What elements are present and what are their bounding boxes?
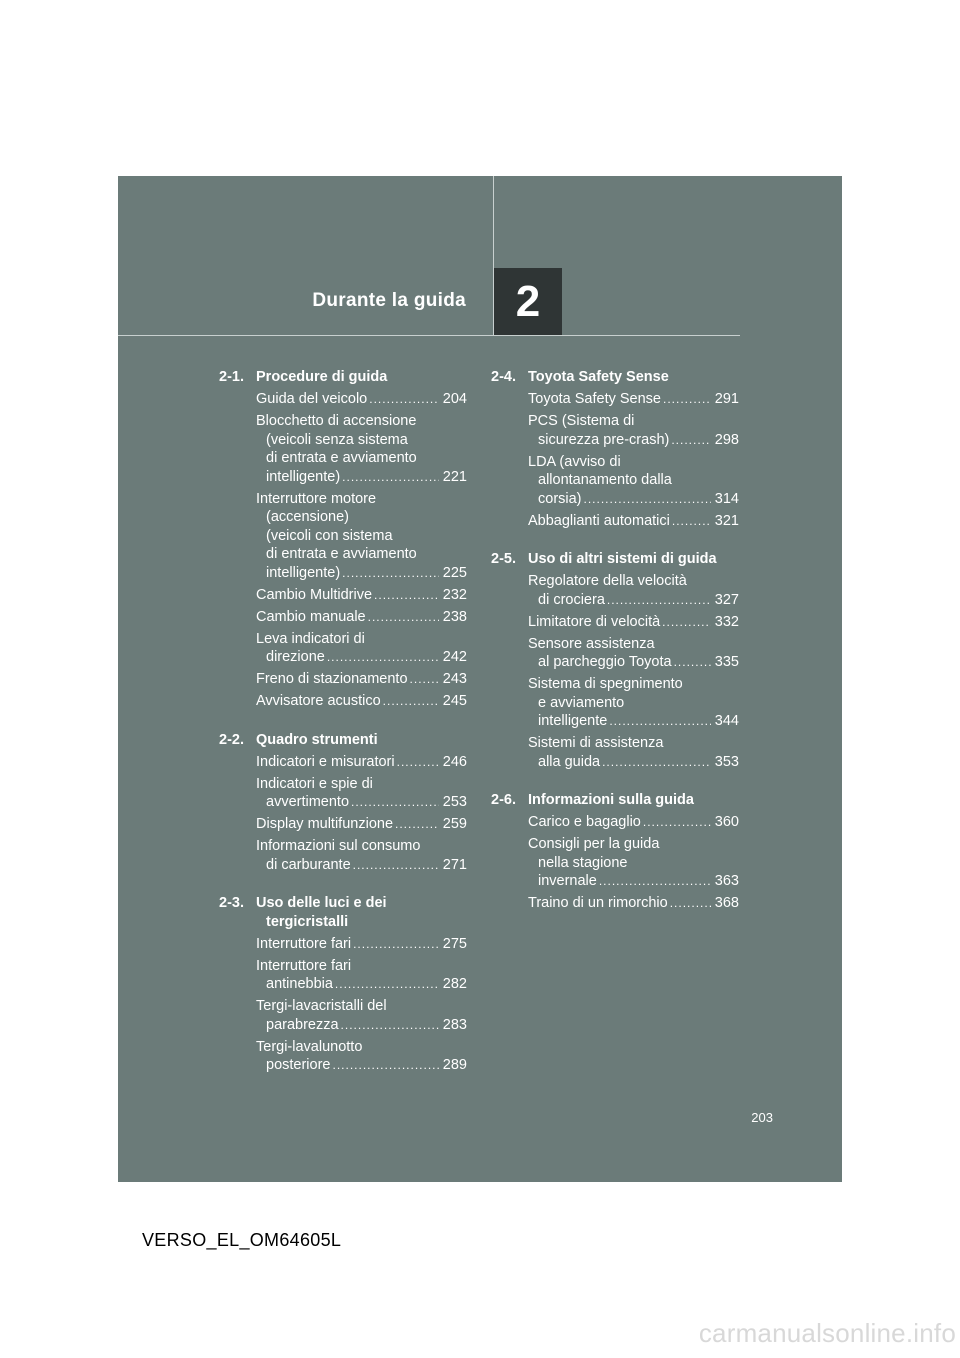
toc-entry-text: Display multifunzione <box>256 816 394 832</box>
chapter-number-badge <box>494 268 562 335</box>
toc-column-right <box>491 368 739 933</box>
toc-entry[interactable] <box>491 734 739 771</box>
section-title-line: Procedure di guida <box>256 369 388 385</box>
toc-entry-page: 360 <box>714 814 739 830</box>
toc-entry[interactable] <box>491 635 739 672</box>
toc-entry-text: direzione <box>266 649 325 665</box>
section-heading <box>491 368 739 387</box>
toc-entry[interactable] <box>219 608 467 627</box>
section-title <box>256 731 467 750</box>
toc-entry-row <box>256 670 467 689</box>
toc-entry-row <box>256 1056 467 1075</box>
toc-entry-text: di entrata e avviamento <box>266 450 417 466</box>
section-number: 2-3. <box>219 895 244 911</box>
toc-section <box>219 368 467 711</box>
section-title-line: Toyota Safety Sense <box>528 369 669 385</box>
toc-entry-text: Leva indicatori di <box>256 630 365 647</box>
dot-leader <box>327 648 439 667</box>
toc-entry-page: 363 <box>714 873 739 889</box>
toc-entry-page: 344 <box>714 713 739 729</box>
toc-entry-row <box>256 648 467 667</box>
dot-leader <box>369 390 439 409</box>
toc-entry-text: Sistema di spegnimento <box>528 676 683 692</box>
toc-entry-row <box>256 390 467 409</box>
toc-entry[interactable] <box>491 453 739 509</box>
toc-entry-text: Cambio Multidrive <box>256 586 373 603</box>
toc-section <box>491 368 739 530</box>
section-title-line: Uso delle luci e dei <box>256 895 387 911</box>
toc-entry[interactable] <box>219 837 467 874</box>
toc-section <box>491 791 739 913</box>
toc-column-left <box>219 368 467 1095</box>
section-number: 2-6. <box>491 792 516 808</box>
toc-entry-text: Consigli per la guida <box>528 836 660 852</box>
toc-entry-row <box>528 613 739 632</box>
dot-leader <box>599 872 711 891</box>
toc-entry-row <box>256 586 467 605</box>
toc-entry-text: Guida del veicolo <box>256 391 368 407</box>
toc-entry[interactable] <box>491 412 739 449</box>
toc-entry-row <box>528 390 739 409</box>
toc-entry[interactable] <box>491 572 739 609</box>
toc-entry-text: Regolatore della velocità <box>528 573 687 589</box>
toc-entry-text: allontanamento dalla <box>538 472 672 488</box>
dot-leader <box>607 591 711 610</box>
toc-entry-text: Toyota Safety Sense <box>528 391 661 407</box>
toc-entry-text: intelligente <box>538 713 608 729</box>
toc-entry-text: (veicoli senza sistema <box>266 431 408 448</box>
toc-entry-text: Informazioni sul consumo <box>256 838 421 854</box>
toc-entry[interactable] <box>491 835 739 891</box>
toc-section <box>491 550 739 771</box>
toc-entry-text: Cambio manuale <box>256 608 366 625</box>
toc-entry-page: 204 <box>442 391 467 407</box>
toc-entry[interactable] <box>219 775 467 812</box>
toc-entry-row <box>528 712 739 731</box>
dot-leader <box>584 490 711 509</box>
toc-entry[interactable] <box>491 390 739 409</box>
toc-entry-row <box>528 872 739 891</box>
section-title-line: tergicristalli <box>266 913 349 930</box>
toc-entry-row <box>528 512 739 531</box>
dot-leader <box>674 653 711 672</box>
section-number: 2-4. <box>491 369 516 385</box>
toc-entry-page: 298 <box>714 431 739 448</box>
toc-entry-row <box>256 935 467 954</box>
toc-entry-text: nella stagione <box>538 854 628 871</box>
section-title <box>256 894 467 931</box>
dot-leader <box>332 1056 438 1075</box>
dot-leader <box>383 692 439 711</box>
chapter-number: 2 <box>515 276 541 326</box>
toc-entry-text: Interruttore fari <box>256 935 352 952</box>
section-heading <box>491 791 739 810</box>
toc-entry[interactable] <box>491 813 739 832</box>
toc-entry-text: posteriore <box>266 1057 331 1073</box>
toc-entry-text: di crociera <box>538 591 605 608</box>
toc-entry-page: 243 <box>442 671 467 687</box>
toc-entry-row <box>528 813 739 832</box>
dot-leader <box>353 935 439 954</box>
section-number: 2-5. <box>491 551 516 567</box>
toc-entry[interactable] <box>219 815 467 834</box>
toc-entry-text: Indicatori e spie di <box>256 775 373 792</box>
toc-entry-page: 259 <box>442 816 467 832</box>
dot-leader <box>351 793 439 812</box>
toc-entry[interactable] <box>219 1038 467 1075</box>
toc-entry-text: e avviamento <box>538 694 625 711</box>
toc-entry-row <box>528 653 739 672</box>
toc-entry[interactable] <box>491 675 739 731</box>
toc-entry[interactable] <box>219 412 467 486</box>
toc-entry-page: 332 <box>714 613 739 630</box>
toc-entry-text: intelligente) <box>266 468 341 485</box>
toc-entry-text: alla guida <box>538 753 601 770</box>
toc-entry-text: intelligente) <box>266 564 341 581</box>
dot-leader <box>643 813 711 832</box>
toc-entry-text: Sensore assistenza <box>528 635 655 652</box>
toc-entry-text: Carico e bagaglio <box>528 814 641 830</box>
toc-entry-text: invernale <box>538 873 597 889</box>
toc-entry-text: Avvisatore acustico <box>256 693 381 709</box>
toc-entry-page: 271 <box>442 856 467 873</box>
toc-entry-page: 275 <box>442 935 467 952</box>
section-title-line: Uso di altri sistemi di guida <box>528 551 717 567</box>
section-heading <box>491 550 739 569</box>
toc-entry-row <box>528 490 739 509</box>
toc-entry-page: 246 <box>442 753 467 770</box>
toc-entry[interactable] <box>219 692 467 711</box>
toc-entry-text: Freno di stazionamento <box>256 671 408 687</box>
section-title <box>256 368 467 387</box>
toc-entry-text: Abbaglianti automatici <box>528 512 670 529</box>
watermark: carmanualsonline.info <box>698 1318 956 1348</box>
section-number: 2-1. <box>219 369 244 385</box>
section-title <box>528 550 739 569</box>
section-title-line: Informazioni sulla guida <box>528 792 694 808</box>
toc-entry-text: (veicoli con sistema <box>266 527 393 544</box>
toc-entry-page: 321 <box>714 512 739 529</box>
toc-entry-text: Limitatore di velocità <box>528 613 661 630</box>
toc-entry[interactable] <box>491 613 739 632</box>
section-title-line: Quadro strumenti <box>256 731 378 748</box>
toc-entry-text: di entrata e avviamento <box>266 546 417 562</box>
toc-entry-row <box>256 608 467 627</box>
toc-entry-text: Blocchetto di accensione <box>256 413 417 429</box>
dot-leader <box>609 712 710 731</box>
dot-leader <box>374 586 439 605</box>
section-heading <box>219 731 467 750</box>
toc-entry-text: (accensione) <box>266 509 350 525</box>
toc-entry-page: 327 <box>714 591 739 608</box>
toc-entry-page: 289 <box>442 1057 467 1073</box>
toc-entry-text: antinebbia <box>266 976 333 992</box>
dot-leader <box>397 753 439 772</box>
section-number: 2-2. <box>219 731 244 748</box>
section-title <box>528 791 739 810</box>
dot-leader <box>663 390 711 409</box>
toc-entry-text: Indicatori e misuratori <box>256 753 395 770</box>
toc-entry-text: avvertimento <box>266 794 350 810</box>
toc-entry-row <box>528 431 739 450</box>
toc-section <box>219 894 467 1075</box>
toc-entry[interactable] <box>219 935 467 954</box>
dot-leader <box>672 512 711 531</box>
toc-entry-text: Tergi-lavalunotto <box>256 1038 363 1055</box>
section-heading <box>219 894 467 931</box>
toc-entry-page: 314 <box>714 490 739 507</box>
toc-entry-page: 353 <box>714 753 739 770</box>
toc-entry-row <box>256 753 467 772</box>
page-number: 203 <box>751 1110 773 1125</box>
dot-leader <box>341 1016 439 1035</box>
toc-entry-text: Interruttore fari <box>256 957 352 974</box>
dot-leader <box>368 608 439 627</box>
toc-entry-page: 368 <box>714 895 739 911</box>
document-code: VERSO_EL_OM64605L <box>142 1230 342 1250</box>
toc-entry-text: Interruttore motore <box>256 490 377 507</box>
dot-leader <box>395 815 439 834</box>
toc-entry-row <box>256 793 467 812</box>
toc-entry-row <box>256 564 467 583</box>
toc-entry-text: Sistemi di assistenza <box>528 735 664 751</box>
dot-leader <box>342 468 439 487</box>
toc-entry[interactable] <box>219 670 467 689</box>
toc-entry-row <box>256 468 467 487</box>
toc-entry-text: Tergi-lavacristalli del <box>256 998 387 1014</box>
toc-entry-row <box>256 692 467 711</box>
toc-entry[interactable] <box>219 390 467 409</box>
toc-entry-row <box>528 591 739 610</box>
toc-entry-page: 283 <box>442 1016 467 1033</box>
section-title <box>528 368 739 387</box>
toc-entry-row <box>256 1016 467 1035</box>
toc-entry-text: parabrezza <box>266 1016 339 1033</box>
toc-entry-row <box>528 894 739 913</box>
toc-entry[interactable] <box>219 630 467 667</box>
toc-entry-text: corsia) <box>538 490 582 507</box>
dot-leader <box>662 613 711 632</box>
toc-entry-text: al parcheggio Toyota <box>538 654 672 670</box>
toc-entry-text: Traino di un rimorchio <box>528 895 668 911</box>
toc-entry-text: PCS (Sistema di <box>528 413 635 429</box>
toc-entry-page: 335 <box>714 654 739 670</box>
header-divider-horizontal <box>118 335 740 336</box>
toc-entry-page: 238 <box>442 608 467 625</box>
toc-entry-text: LDA (avviso di <box>528 453 621 470</box>
toc-entry-page: 253 <box>442 794 467 810</box>
section-heading <box>219 368 467 387</box>
toc-entry-page: 232 <box>442 586 467 603</box>
toc-entry-page: 282 <box>442 976 467 992</box>
toc-entry[interactable] <box>491 512 739 531</box>
toc-entry-page: 291 <box>714 391 739 407</box>
dot-leader <box>342 564 439 583</box>
dot-leader <box>335 975 439 994</box>
toc-entry-row <box>256 975 467 994</box>
dot-leader <box>670 894 711 913</box>
toc-entry[interactable] <box>219 753 467 772</box>
toc-section <box>219 731 467 875</box>
chapter-title: Durante la guida <box>312 290 466 311</box>
dot-leader <box>410 670 439 689</box>
toc-entry-page: 245 <box>442 693 467 709</box>
toc-entry-page: 225 <box>442 564 467 581</box>
dot-leader <box>353 856 439 875</box>
toc-entry-page: 242 <box>442 649 467 665</box>
toc-entry[interactable] <box>219 957 467 994</box>
toc-entry-row <box>256 856 467 875</box>
toc-entry-text: di carburante <box>266 856 351 873</box>
toc-entry-row <box>528 753 739 772</box>
toc-entry[interactable] <box>219 997 467 1034</box>
toc-entry-row <box>256 815 467 834</box>
toc-entry-page: 221 <box>442 468 467 485</box>
dot-leader <box>602 753 711 772</box>
toc-entry[interactable] <box>491 894 739 913</box>
toc-entry-text: sicurezza pre-crash) <box>538 431 670 448</box>
dot-leader <box>671 431 710 450</box>
toc-entry[interactable] <box>219 586 467 605</box>
toc-entry[interactable] <box>219 490 467 583</box>
